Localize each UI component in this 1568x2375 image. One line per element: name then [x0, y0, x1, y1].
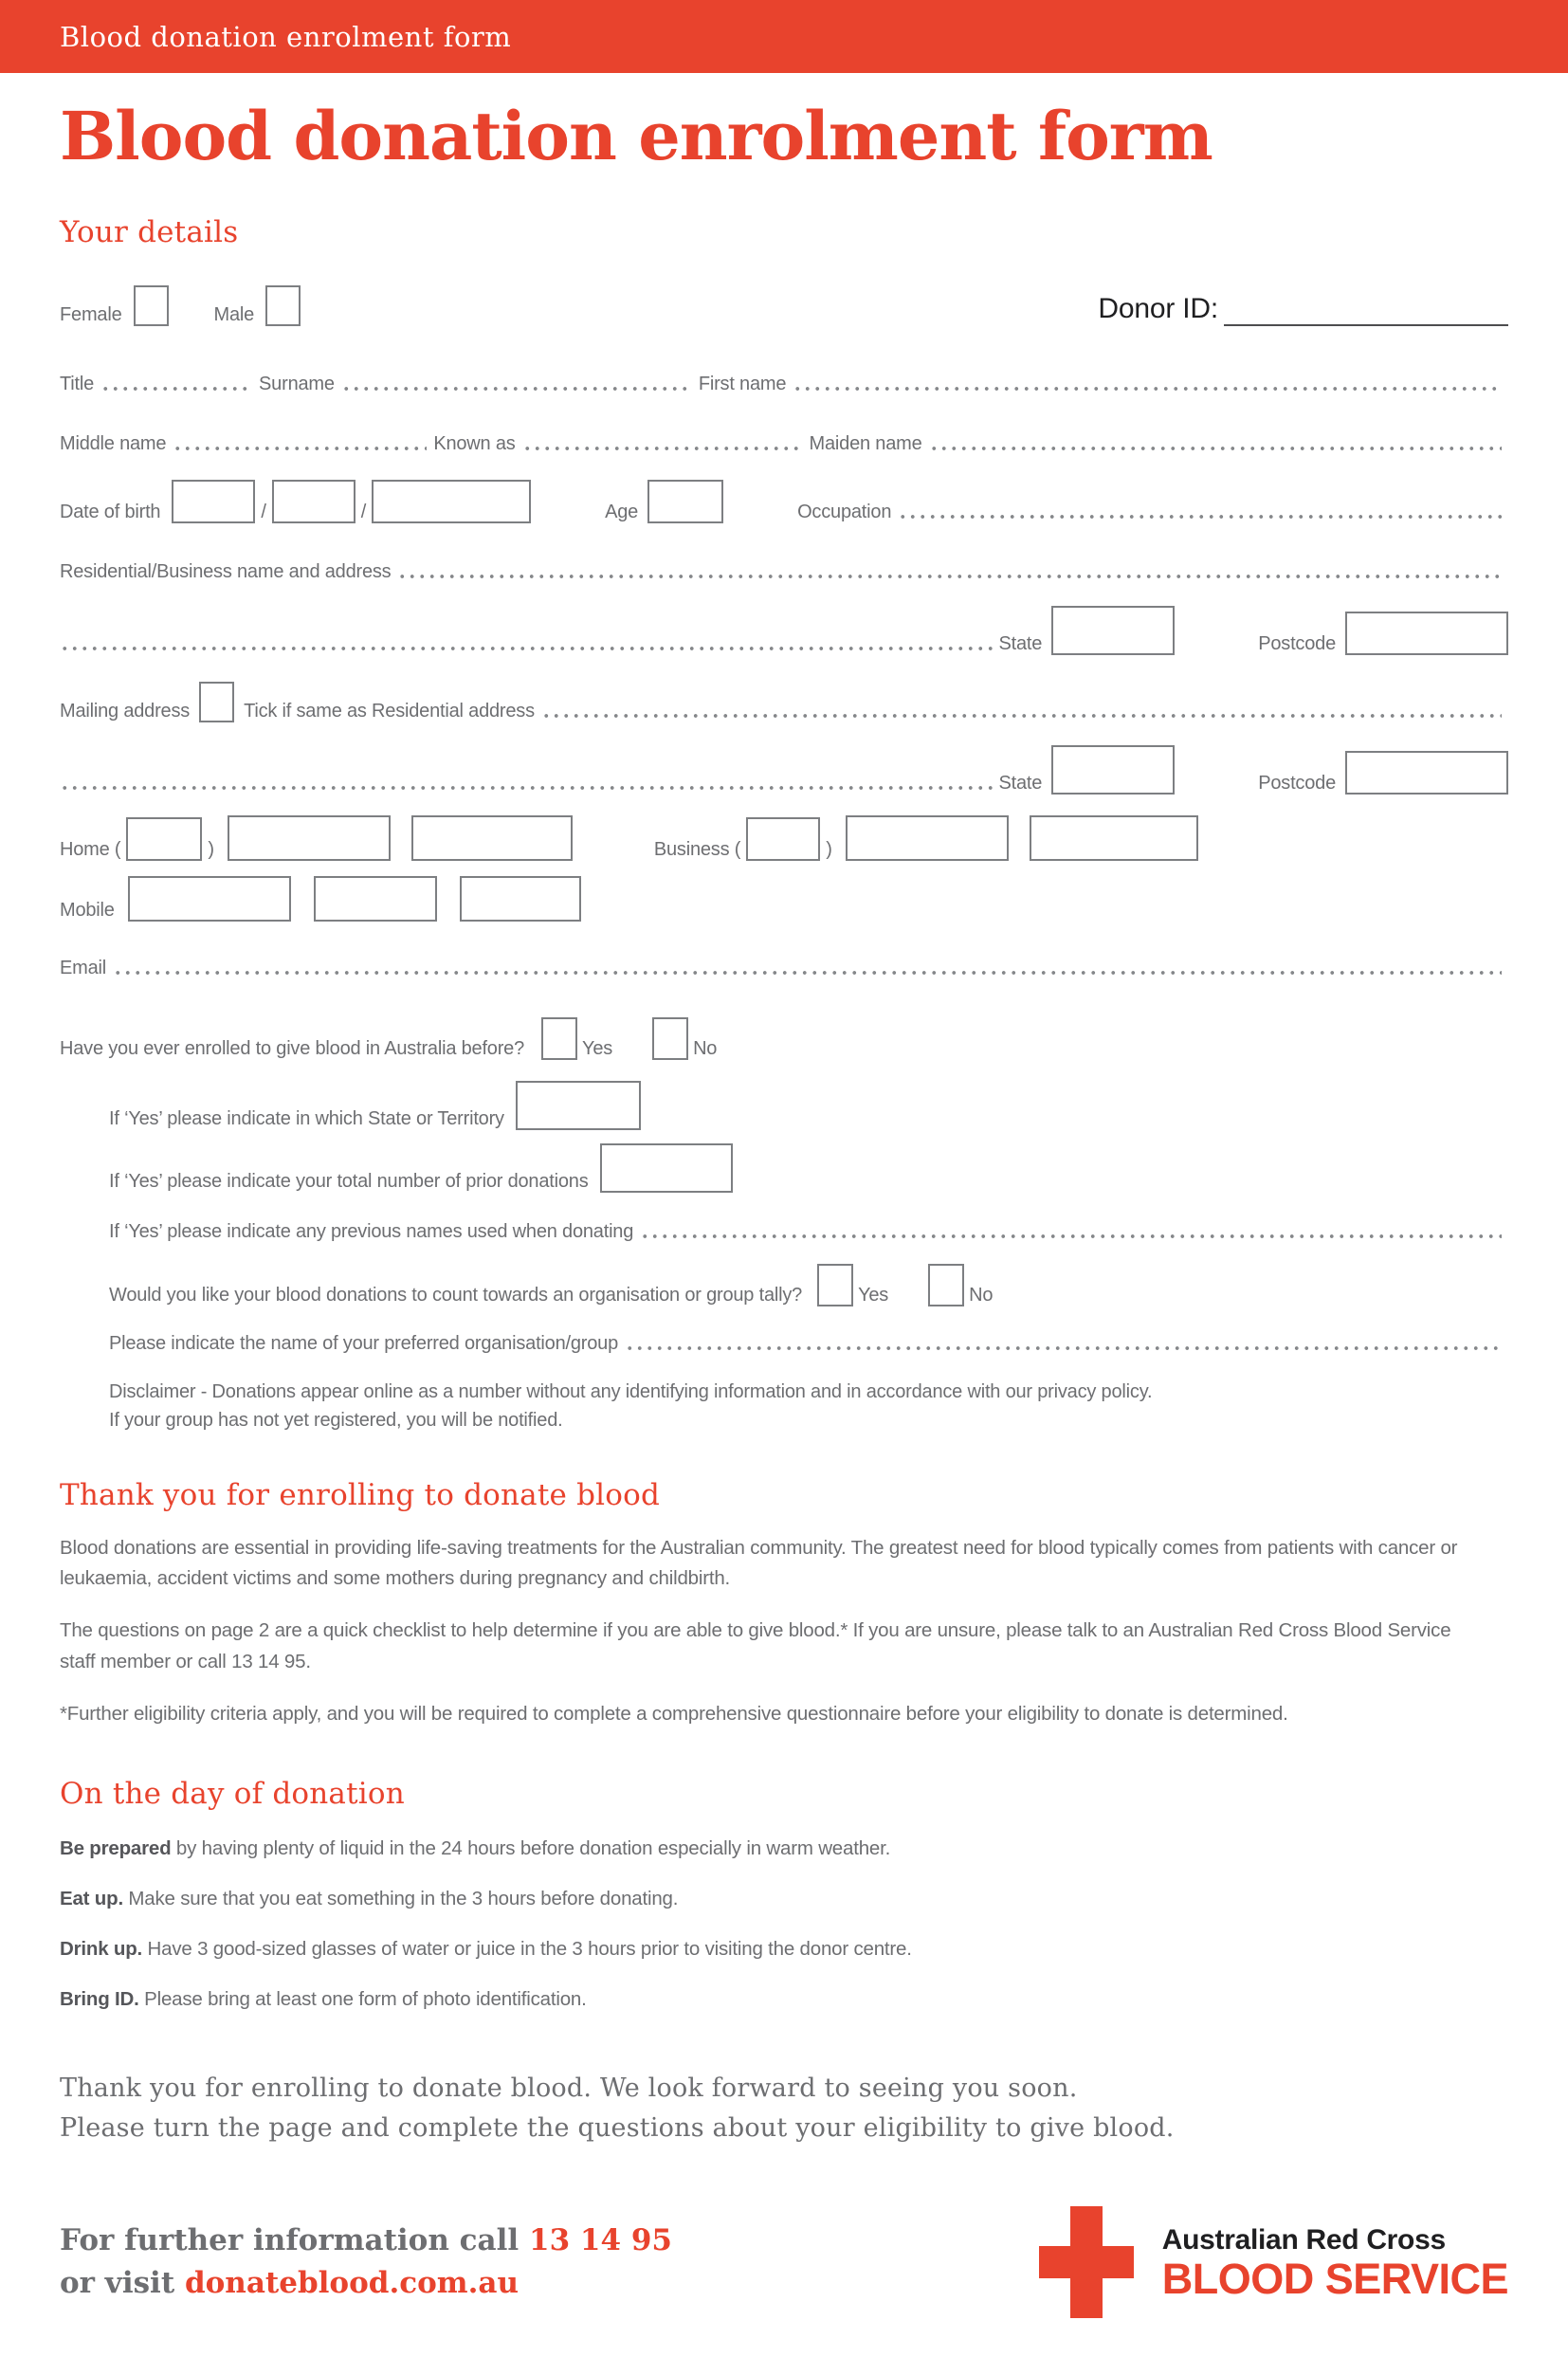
tally-yes-label: Yes	[858, 1284, 889, 1306]
form-page	[0, 97, 1568, 2375]
age-box[interactable]	[647, 480, 723, 523]
surname-label: Surname	[259, 373, 335, 394]
home-phone-box-1[interactable]	[228, 815, 391, 861]
email-input[interactable]	[113, 968, 1502, 977]
female-label: Female	[60, 303, 122, 325]
mobile-label: Mobile	[60, 899, 115, 921]
footer-phone-number: 13 14 95	[529, 2223, 673, 2258]
closing-line-1: Thank you for enrolling to donate blood. We look forward to seeing you soon.	[60, 2073, 1078, 2103]
day-item-lead: Be prepared	[60, 1837, 172, 1860]
residential-state-box[interactable]	[1051, 606, 1175, 655]
residential-address-input-2[interactable]	[60, 644, 993, 653]
red-cross-logo	[1039, 2206, 1508, 2318]
group-tally-question-label: Would you like your blood donations to count towards an organisation or group tally?	[109, 1284, 803, 1306]
donor-id-input-line[interactable]	[1224, 292, 1508, 326]
mobile-row	[60, 876, 1508, 922]
residential-postcode-box[interactable]	[1345, 612, 1508, 655]
top-bar-title: Blood donation enrolment form	[60, 20, 512, 53]
male-label: Male	[213, 303, 255, 325]
footer-website-url: donateblood.com.au	[184, 2266, 520, 2301]
mailing-address-row-2	[60, 745, 1508, 795]
mailing-same-checkbox[interactable]	[199, 682, 234, 722]
title-label: Title	[60, 373, 95, 394]
maiden-name-label: Maiden name	[809, 432, 922, 454]
home-area-code-box[interactable]	[126, 817, 202, 861]
day-item-text: Please bring at least one form of photo identification.	[138, 1987, 587, 2010]
tick-if-same-label: Tick if same as Residential address	[244, 700, 535, 722]
dob-label: Date of birth	[60, 501, 161, 522]
enrolled-question-label: Have you ever enrolled to give blood in Australia before?	[60, 1037, 525, 1059]
dob-slash-1: /	[261, 501, 266, 522]
day-item-be-prepared	[60, 1834, 1508, 1865]
page-title: Blood donation enrolment form	[60, 97, 1212, 175]
home-paren-close: )	[208, 838, 214, 860]
ifyes-state-box[interactable]	[516, 1081, 641, 1130]
disclaimer-line-1: Disclaimer - Donations appear online as a number without any identifying information and in accordance with our privacy policy.	[109, 1380, 1153, 1402]
logo-line-blood-service: BLOOD SERVICE	[1161, 2254, 1508, 2303]
day-item-lead: Drink up.	[60, 1938, 143, 1961]
dob-month-box[interactable]	[272, 480, 356, 523]
residential-postcode-label: Postcode	[1258, 632, 1336, 654]
known-as-label: Known as	[433, 432, 516, 454]
enrolled-yes-label: Yes	[582, 1037, 613, 1059]
top-bar	[0, 0, 1568, 73]
red-cross-icon	[1039, 2206, 1134, 2318]
middle-name-row	[60, 433, 1508, 455]
tally-no-checkbox[interactable]	[928, 1264, 964, 1306]
thanks-paragraph-2: The questions on page 2 are a quick checklist to help determine if you are able to give blood.* If you are unsure, please talk to an Australian Red Cross Blood Service staff member or call 13 14 95.	[60, 1619, 1451, 1672]
thanks-paragraph-1: Blood donations are essential in providing life-saving treatments for the Australian community. The greatest need for blood typically comes from patients with cancer or leukaemia, accident victims and some mothers during pregnancy and childbirth.	[60, 1536, 1458, 1590]
ifyes-state-label: If ‘Yes’ please indicate in which State or Territory	[109, 1107, 504, 1129]
business-phone-box-1[interactable]	[846, 815, 1009, 861]
name-row	[60, 374, 1508, 395]
closing-line-2: Please turn the page and complete the questions about your eligibility to give blood.	[60, 2112, 1175, 2143]
tally-no-label: No	[969, 1284, 994, 1306]
footer-call-prefix: For further information call	[60, 2223, 529, 2258]
enrolled-yes-checkbox[interactable]	[541, 1017, 577, 1060]
mobile-box-2[interactable]	[314, 876, 437, 922]
phone-row	[60, 815, 1508, 861]
footer	[60, 2206, 1508, 2375]
donor-id-group	[1098, 292, 1508, 326]
middle-name-input[interactable]	[173, 444, 427, 453]
prior-donations-box[interactable]	[600, 1143, 733, 1193]
residential-address-row-2	[60, 606, 1508, 655]
enrolled-question-row	[60, 1017, 1508, 1060]
email-label: Email	[60, 957, 107, 978]
day-item-bring-id	[60, 1984, 1508, 2016]
business-area-code-box[interactable]	[746, 817, 820, 861]
residential-state-label: State	[998, 632, 1043, 654]
known-as-input[interactable]	[522, 444, 803, 453]
email-row	[60, 958, 1508, 979]
mailing-address-input-2[interactable]	[60, 783, 993, 793]
residential-address-input[interactable]	[397, 572, 1502, 581]
day-item-lead: Eat up.	[60, 1888, 123, 1910]
footer-visit-prefix: or visit	[60, 2266, 185, 2301]
dob-year-box[interactable]	[372, 480, 531, 523]
maiden-name-input[interactable]	[929, 444, 1502, 453]
section-heading-your-details: Your details	[60, 214, 239, 249]
occupation-input[interactable]	[898, 512, 1502, 521]
day-item-text: by having plenty of liquid in the 24 hours before donation especially in warm weather.	[171, 1837, 891, 1860]
preferred-org-row	[109, 1333, 1508, 1355]
day-item-text: Have 3 good-sized glasses of water or juice in the 3 hours prior to visiting the donor centre.	[142, 1938, 912, 1961]
dob-day-box[interactable]	[172, 480, 255, 523]
female-checkbox[interactable]	[134, 285, 169, 326]
day-item-drink-up	[60, 1934, 1508, 1965]
ifyes-total-row	[109, 1143, 1508, 1193]
closing-message	[60, 2069, 1508, 2148]
home-phone-label: Home (	[60, 838, 121, 860]
business-paren-close: )	[826, 838, 832, 860]
first-name-input[interactable]	[793, 384, 1502, 393]
dob-row	[60, 480, 1508, 523]
logo-text	[1162, 2224, 1508, 2301]
mailing-address-row	[60, 682, 1508, 722]
preferred-org-label: Please indicate the name of your preferred organisation/group	[109, 1332, 619, 1354]
preferred-org-input[interactable]	[625, 1343, 1502, 1353]
title-input[interactable]	[100, 384, 252, 393]
ifyes-names-row	[109, 1221, 1508, 1243]
day-item-text: Make sure that you eat something in the 3 hours before donating.	[122, 1888, 679, 1910]
male-checkbox[interactable]	[265, 285, 301, 326]
surname-input[interactable]	[341, 384, 692, 393]
mailing-postcode-box[interactable]	[1345, 751, 1508, 795]
enrolled-no-checkbox[interactable]	[652, 1017, 688, 1060]
dob-slash-2: /	[360, 501, 367, 522]
mailing-address-input[interactable]	[541, 711, 1502, 721]
mailing-state-box[interactable]	[1051, 745, 1175, 795]
home-phone-box-2[interactable]	[411, 815, 573, 861]
previous-names-input[interactable]	[640, 1232, 1502, 1241]
ifyes-state-row	[109, 1081, 1508, 1130]
mobile-box-3[interactable]	[460, 876, 581, 922]
day-item-lead: Bring ID.	[60, 1987, 139, 2010]
residential-address-row	[60, 561, 1508, 583]
middle-name-label: Middle name	[60, 432, 167, 454]
mailing-address-label: Mailing address	[60, 700, 191, 722]
first-name-label: First name	[698, 373, 787, 394]
gender-row	[60, 285, 1508, 326]
mailing-state-label: State	[998, 772, 1043, 794]
section-heading-on-the-day: On the day of donation	[60, 1777, 405, 1812]
day-item-eat-up	[60, 1884, 1508, 1915]
business-phone-box-2[interactable]	[1030, 815, 1198, 861]
group-tally-row	[109, 1264, 1508, 1306]
disclaimer-line-2: If your group has not yet registered, you will be notified.	[109, 1409, 563, 1431]
section-heading-thank-you: Thank you for enrolling to donate blood	[60, 1477, 661, 1512]
mobile-box-1[interactable]	[128, 876, 291, 922]
disclaimer	[109, 1378, 1508, 1434]
occupation-label: Occupation	[797, 501, 892, 522]
enrolled-no-label: No	[693, 1037, 718, 1059]
mailing-postcode-label: Postcode	[1258, 772, 1336, 794]
tally-yes-checkbox[interactable]	[817, 1264, 853, 1306]
thanks-paragraph-3: *Further eligibility criteria apply, and you will be required to complete a comprehensive questionnaire before your eligibility to donate is determined.	[60, 1702, 1288, 1725]
business-phone-label: Business (	[653, 838, 741, 860]
ifyes-names-label: If ‘Yes’ please indicate any previous names used when donating	[109, 1220, 634, 1242]
age-label: Age	[605, 501, 639, 522]
logo-line-australian-red-cross: Australian Red Cross	[1161, 2223, 1446, 2256]
donor-id-label: Donor ID:	[1098, 293, 1218, 324]
residential-address-label: Residential/Business name and address	[60, 560, 392, 582]
ifyes-total-label: If ‘Yes’ please indicate your total number of prior donations	[109, 1170, 589, 1192]
footer-contact-info	[60, 2220, 672, 2305]
